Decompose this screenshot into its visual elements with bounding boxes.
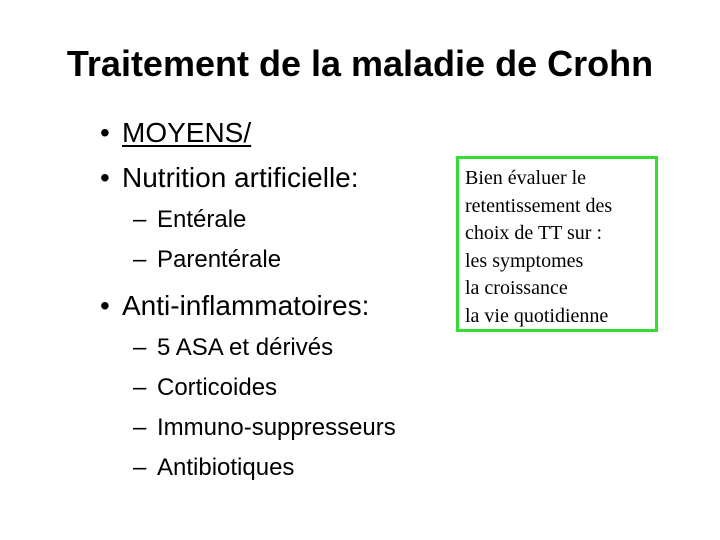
note-line: Bien évaluer le [465, 167, 587, 189]
sub-item-immuno-suppresseurs [133, 413, 396, 443]
dash-marker: – [133, 414, 147, 441]
bullet-text: Nutrition artificielle: [122, 162, 359, 193]
sub-item-enterale [133, 205, 246, 235]
note-box [456, 156, 658, 332]
note-line: retentissement des [465, 194, 613, 217]
note-line: la croissance [465, 277, 568, 299]
bullet-item-moyens [100, 116, 251, 150]
bullet-marker: • [100, 117, 110, 148]
dash-marker: – [133, 334, 147, 361]
sub-item-text: 5 ASA et dérivés [157, 334, 334, 361]
sub-item-5-asa [133, 333, 333, 363]
dash-marker: – [133, 454, 147, 481]
sub-item-text: Antibiotiques [157, 454, 295, 481]
sub-item-text: Entérale [157, 206, 247, 233]
sub-item-parenterale [133, 245, 281, 275]
note-line: choix de TT sur : [465, 222, 603, 244]
sub-item-text: Immuno-suppresseurs [157, 414, 396, 441]
sub-item-antibiotiques [133, 453, 294, 483]
bullet-item-anti-inflammatoires [100, 289, 369, 323]
bullet-text: Anti-inflammatoires: [122, 290, 370, 321]
bullet-marker: • [100, 290, 110, 321]
sub-item-corticoides [133, 373, 277, 403]
slide-title: Traitement de la maladie de Crohn [66, 43, 654, 84]
note-line: les symptomes [465, 249, 584, 272]
bullet-text: MOYENS/ [122, 117, 252, 148]
sub-item-text: Corticoides [157, 374, 278, 401]
bullet-item-nutrition [100, 161, 359, 195]
bullet-marker: • [100, 162, 110, 193]
dash-marker: – [133, 246, 147, 273]
dash-marker: – [133, 374, 147, 401]
note-line: la vie quotidienne [465, 304, 609, 327]
dash-marker: – [133, 206, 147, 233]
sub-item-text: Parentérale [157, 246, 282, 273]
